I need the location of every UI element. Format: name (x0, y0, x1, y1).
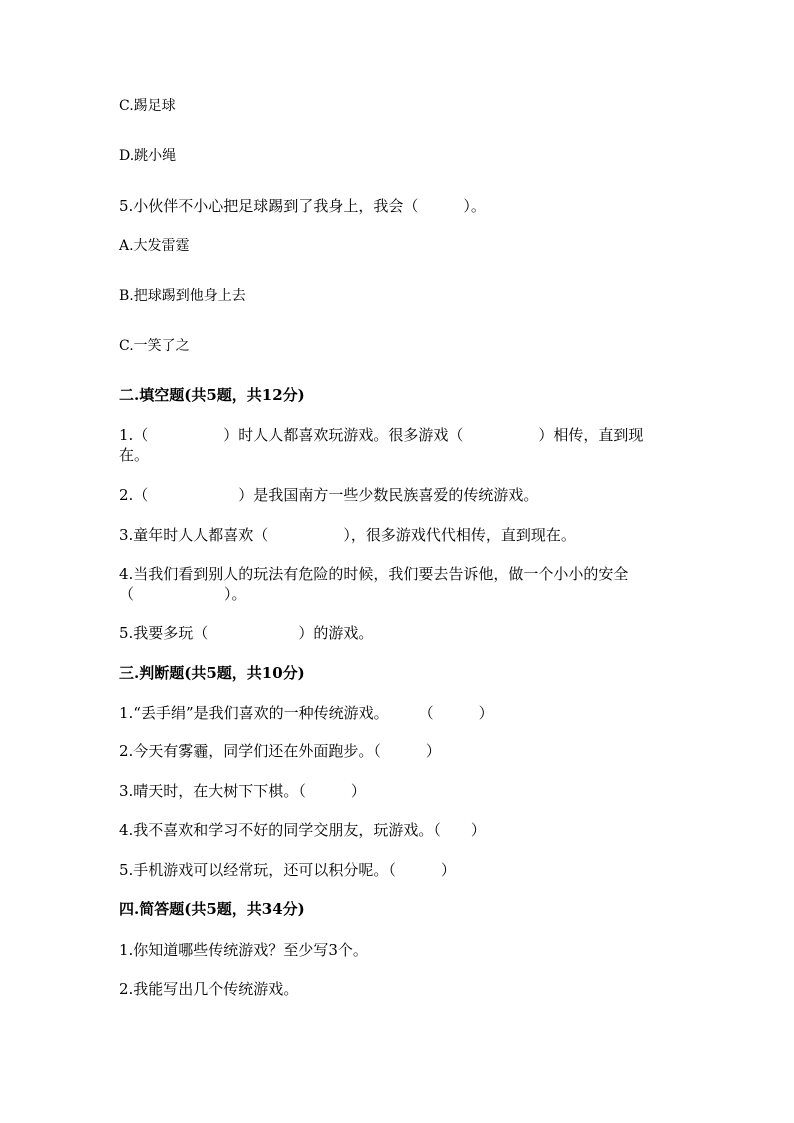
fill-question-5: 5.我要多玩（ ）的游戏。 (119, 624, 374, 642)
option-d-jump-rope: D.跳小绳 (119, 148, 177, 164)
option-a: A.大发雷霆 (119, 238, 190, 254)
section-heading-short-answer: 四.简答题(共5题，共34分) (119, 900, 305, 918)
option-b: B.把球踢到他身上去 (119, 288, 246, 304)
question-5: 5.小伙伴不小心把足球踢到了我身上，我会（ ）。 (119, 197, 486, 215)
tf-question-4: 4.我不喜欢和学习不好的同学交朋友，玩游戏。（ ） (119, 821, 486, 839)
sa-question-2: 2.我能写出几个传统游戏。 (119, 980, 299, 998)
tf-question-1: 1.“丢手绢”是我们喜欢的一种传统游戏。 （ ） (119, 704, 494, 722)
tf-question-2: 2.今天有雾霾，同学们还在外面跑步。（ ） (119, 742, 441, 760)
fill-question-4-cont: （ ）。 (119, 585, 247, 603)
fill-question-1: 1.（ ）时人人都喜欢玩游戏。很多游戏（ ）相传，直到现 (119, 426, 644, 444)
fill-question-2: 2.（ ）是我国南方一些少数民族喜爱的传统游戏。 (119, 486, 539, 504)
fill-question-1-cont: 在。 (119, 446, 150, 464)
sa-question-1: 1.你知道哪些传统游戏？至少写3个。 (119, 941, 368, 959)
option-c: C.一笑了之 (119, 338, 190, 354)
fill-question-3: 3.童年时人人都喜欢（ ），很多游戏代代相传，直到现在。 (119, 526, 576, 544)
section-heading-true-false: 三.判断题(共5题，共10分) (119, 664, 305, 682)
option-c-kick-football: C.踢足球 (119, 98, 176, 114)
tf-question-3: 3.晴天时，在大树下下棋。（ ） (119, 782, 366, 800)
tf-question-5: 5.手机游戏可以经常玩，还可以积分呢。（ ） (119, 861, 456, 879)
fill-question-4: 4.当我们看到别人的玩法有危险的时候，我们要去告诉他，做一个小小的安全 (119, 565, 629, 583)
section-heading-fill-in: 二.填空题(共5题，共12分) (119, 386, 305, 404)
